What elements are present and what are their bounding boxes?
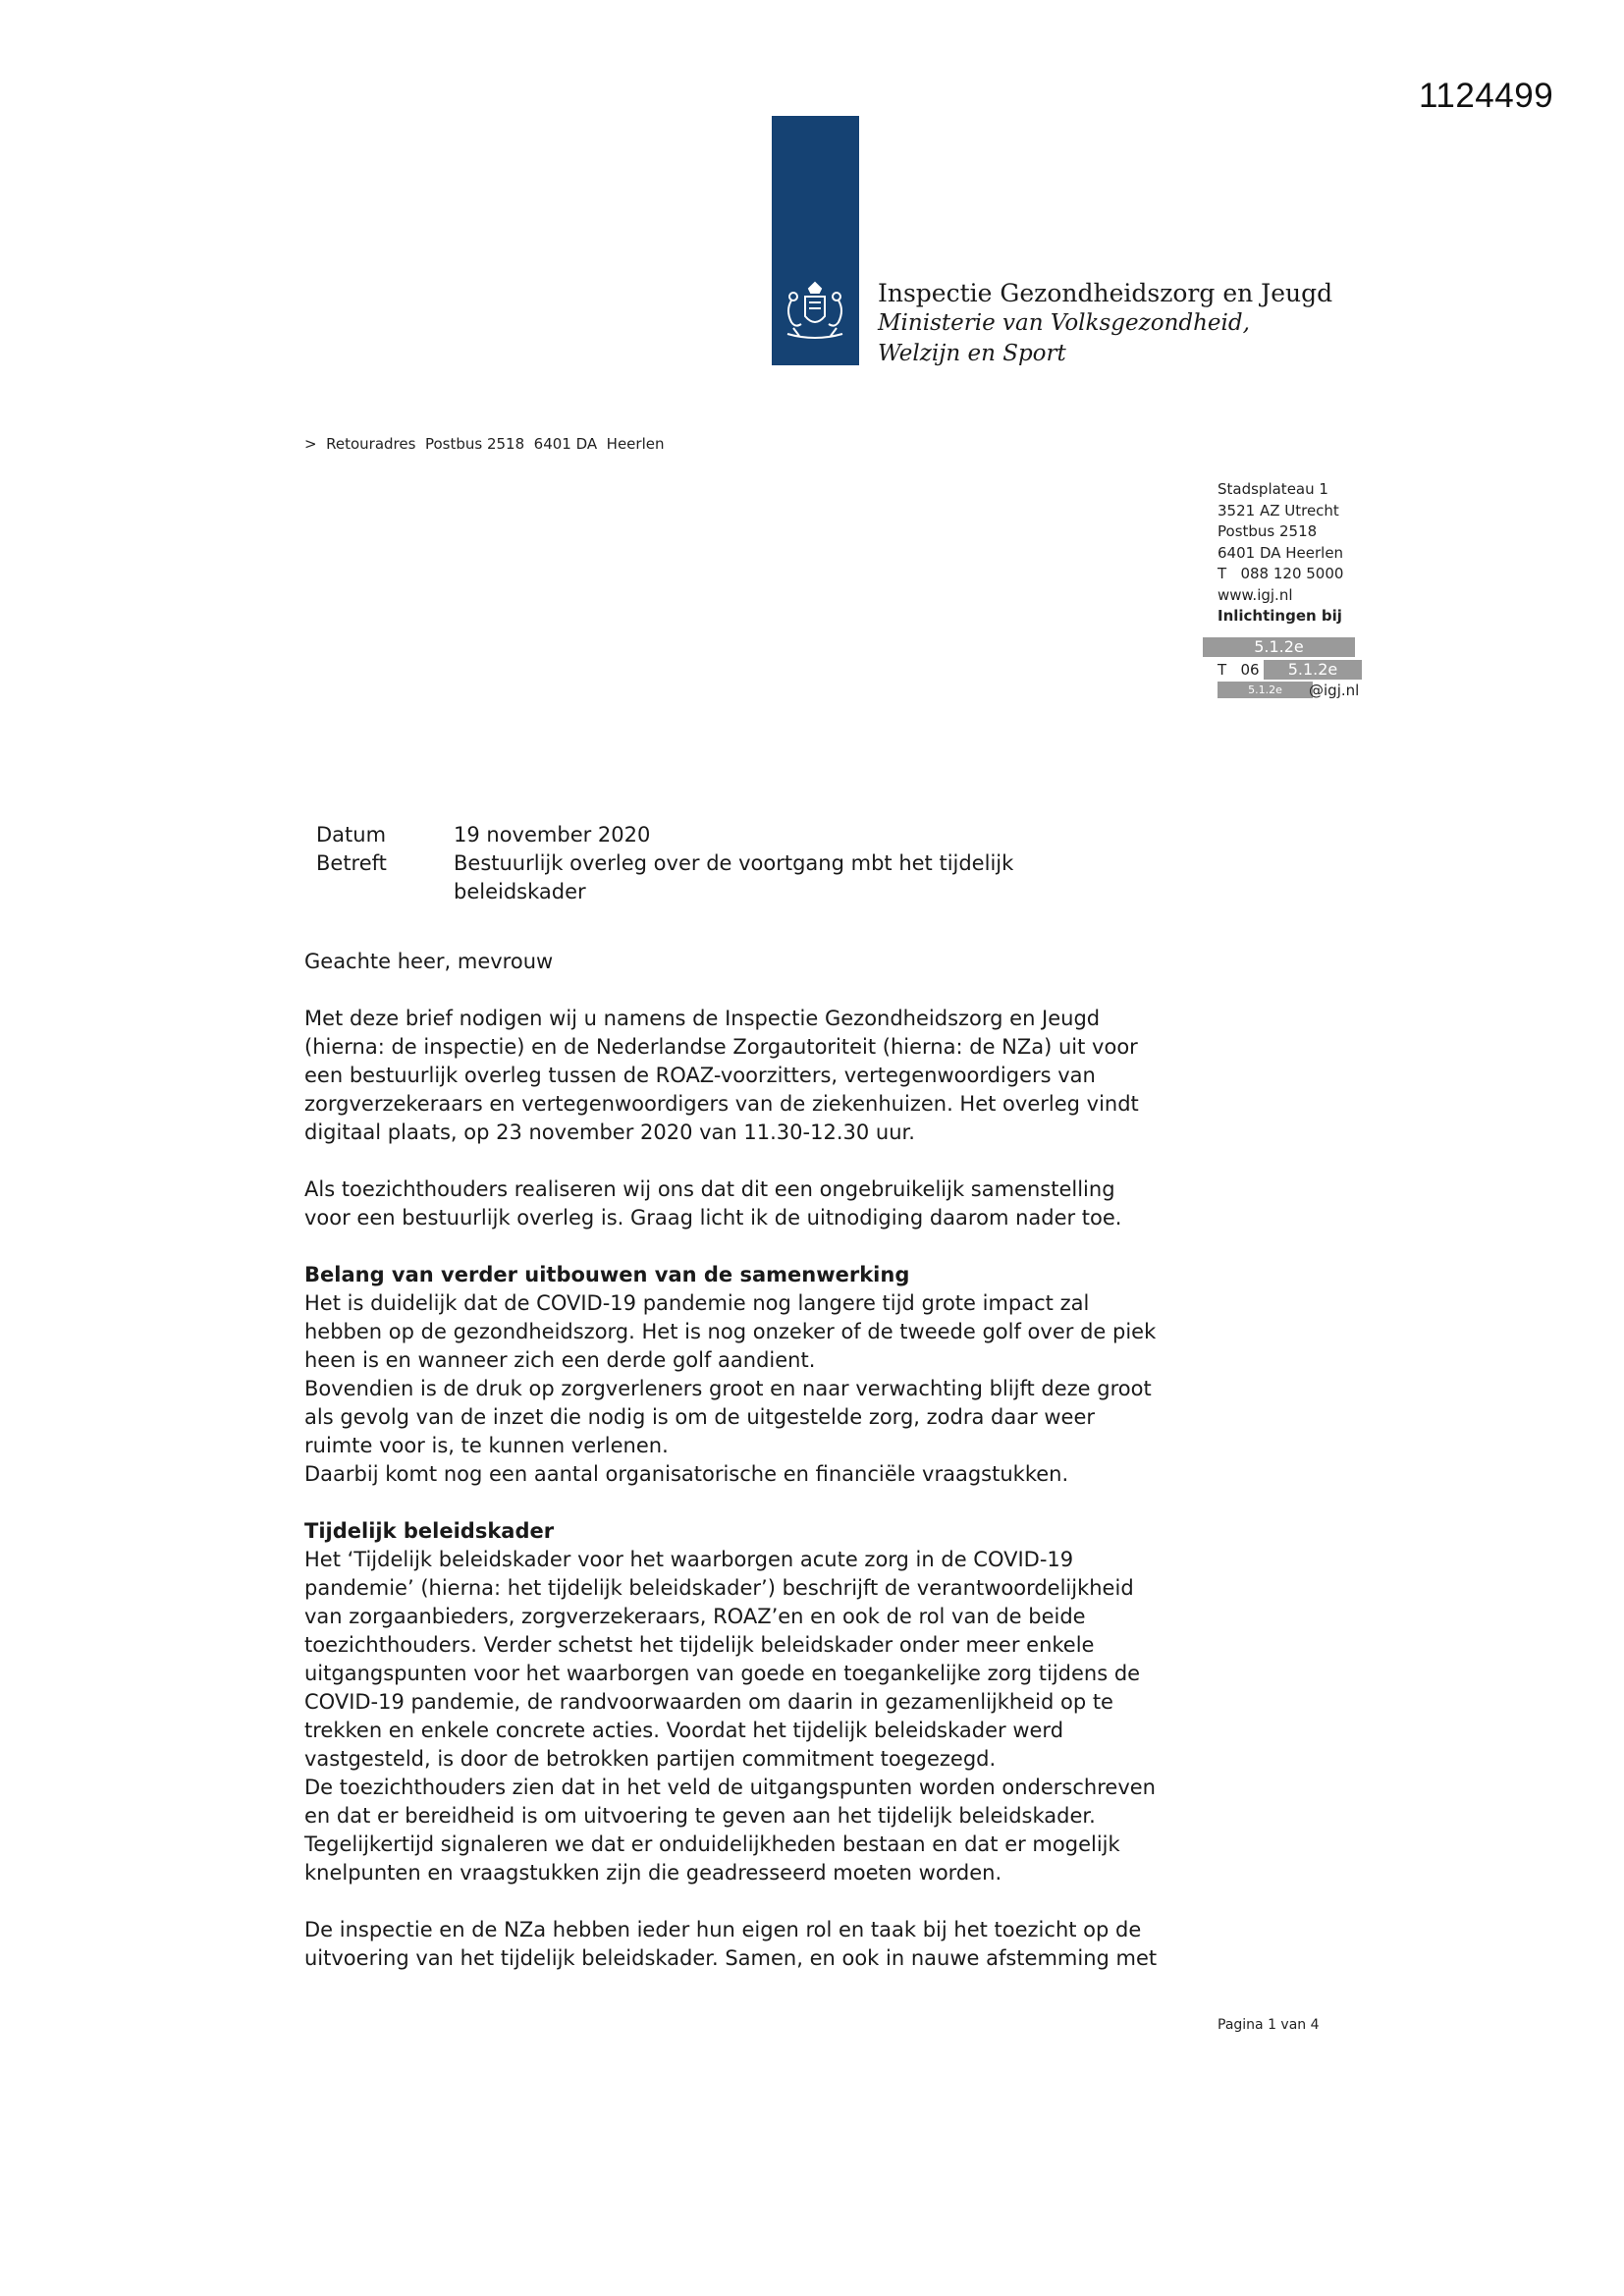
text-line: ruimte voor is, te kunnen verlenen. (304, 1434, 669, 1457)
letter-body (304, 948, 1208, 2001)
email-domain: @igj.nl (1309, 682, 1360, 699)
date-value: 19 november 2020 (454, 823, 651, 847)
text-line: De toezichthouders zien dat in het veld de uitgangspunten worden onderschreven (304, 1776, 1156, 1799)
salutation: Geachte heer, mevrouw (304, 950, 554, 973)
text-line: vastgesteld, is door de betrokken partijen commitment toegezegd. (304, 1747, 997, 1771)
sender-address (1218, 479, 1343, 628)
address-line: 3521 AZ Utrecht (1218, 501, 1339, 519)
text-line: als gevolg van de inzet die nodig is om de uitgestelde zorg, zodra daar weer (304, 1405, 1096, 1429)
address-line: Stadsplateau 1 (1218, 480, 1328, 498)
page-number: Pagina 1 van 4 (1218, 2017, 1320, 2033)
coat-of-arms-icon (780, 281, 850, 350)
return-address: > Retouradres Postbus 2518 6401 DA Heerlen (304, 435, 665, 453)
section-cooperation (304, 1261, 1208, 1489)
redacted-phone: 5.1.2e (1264, 660, 1362, 680)
info-label: Inlichtingen bij (1218, 607, 1342, 625)
section-policy-framework (304, 1517, 1208, 1887)
text-line: uitgangspunten voor het waarborgen van goede en toegankelijke zorg tijdens de (304, 1662, 1141, 1685)
address-line: 6401 DA Heerlen (1218, 543, 1344, 562)
org-line-1: Inspectie Gezondheidszorg en Jeugd (878, 279, 1333, 307)
subject-line: Bestuurlijk overleg over de voortgang mbt het tijdelijk (454, 851, 1014, 875)
text-line: trekken en enkele concrete acties. Voordat het tijdelijk beleidskader werd (304, 1719, 1064, 1742)
text-line: (hierna: de inspectie) en de Nederlandse Zorgautoriteit (hierna: de NZa) uit voor (304, 1035, 1138, 1059)
section-heading: Belang van verder uitbouwen van de samenwerking (304, 1263, 910, 1286)
text-line: Als toezichthouders realiseren wij ons dat dit een ongebruikelijk samenstelling (304, 1177, 1115, 1201)
document-number: 1124499 (1419, 77, 1554, 115)
sender-website[interactable]: www.igj.nl (1218, 585, 1293, 604)
text-line: pandemie’ (hierna: het tijdelijk beleidskader’) beschrijft de verantwoordelijkheid (304, 1576, 1134, 1600)
org-line-3: Welzijn en Sport (878, 341, 1066, 366)
contact-phone-prefix: T 06 (1218, 661, 1260, 679)
sender-phone: T 088 120 5000 (1218, 565, 1344, 582)
text-line: knelpunten en vraagstukken zijn die geadresseerd moeten worden. (304, 1861, 1002, 1885)
redacted-email: 5.1.2e (1218, 682, 1313, 698)
subject-label: Betreft (316, 851, 387, 875)
section-heading: Tijdelijk beleidskader (304, 1519, 555, 1543)
paragraph-invitation (304, 1005, 1208, 1147)
text-line: Het is duidelijk dat de COVID-19 pandemie nog langere tijd grote impact zal (304, 1291, 1090, 1315)
text-line: en dat er bereidheid is om uitvoering te geven aan het tijdelijk beleidskader. (304, 1804, 1096, 1828)
logo-bar (772, 116, 859, 365)
text-line: zorgverzekeraars en vertegenwoordigers van de ziekenhuizen. Het overleg vindt (304, 1092, 1139, 1116)
organization-name (878, 278, 1332, 369)
paragraph-composition (304, 1175, 1208, 1232)
text-line: Tegelijkertijd signaleren we dat er onduidelijkheden bestaan en dat er mogelijk (304, 1832, 1120, 1856)
text-line: een bestuurlijk overleg tussen de ROAZ-voorzitters, vertegenwoordigers van (304, 1064, 1096, 1087)
subject-line: beleidskader (454, 880, 586, 903)
text-line: Met deze brief nodigen wij u namens de Inspectie Gezondheidszorg en Jeugd (304, 1007, 1101, 1030)
subject-value (454, 849, 1082, 906)
text-line: heen is en wanneer zich een derde golf aandient. (304, 1348, 816, 1372)
text-line: COVID-19 pandemie, de randvoorwaarden om daarin in gezamenlijkheid op te (304, 1690, 1113, 1714)
text-line: De inspectie en de NZa hebben ieder hun eigen rol en taak bij het toezicht op de (304, 1918, 1142, 1941)
letter-meta (316, 821, 1082, 906)
text-line: digitaal plaats, op 23 november 2020 van 11.30-12.30 uur. (304, 1121, 915, 1144)
address-line: Postbus 2518 (1218, 522, 1318, 540)
org-line-2: Ministerie van Volksgezondheid, (878, 310, 1250, 336)
redacted-name: 5.1.2e (1203, 637, 1355, 657)
text-line: Bovendien is de druk op zorgverleners groot en naar verwachting blijft deze groot (304, 1377, 1152, 1400)
text-line: hebben op de gezondheidszorg. Het is nog onzeker of de tweede golf over de piek (304, 1320, 1157, 1343)
text-line: Het ‘Tijdelijk beleidskader voor het waarborgen acute zorg in de COVID-19 (304, 1548, 1074, 1571)
text-line: voor een bestuurlijk overleg is. Graag licht ik de uitnodiging daarom nader toe. (304, 1206, 1122, 1230)
text-line: van zorgaanbieders, zorgverzekeraars, ROAZ’en en ook de rol van de beide (304, 1605, 1086, 1628)
date-label: Datum (316, 823, 387, 847)
text-line: uitvoering van het tijdelijk beleidskader. Samen, en ook in nauwe afstemming met (304, 1946, 1158, 1970)
text-line: toezichthouders. Verder schetst het tijdelijk beleidskader onder meer enkele (304, 1633, 1095, 1657)
paragraph-roles (304, 1916, 1208, 1973)
text-line: Daarbij komt nog een aantal organisatorische en financiële vraagstukken. (304, 1462, 1069, 1486)
